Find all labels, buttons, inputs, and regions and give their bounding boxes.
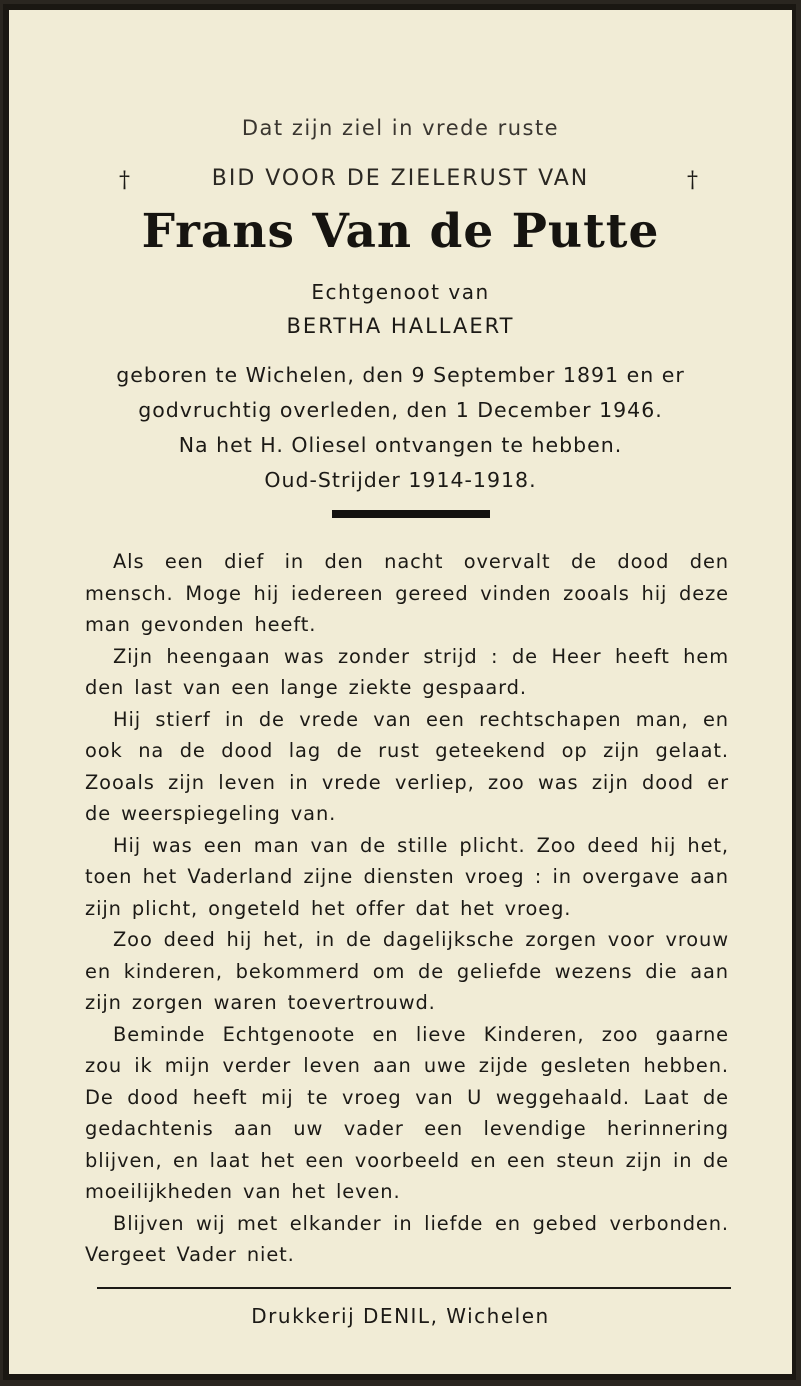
paragraph: Zijn heengaan was zonder strijd : de Heer heeft hem den last van een lange ziekte gespaard.: [85, 644, 729, 699]
paragraph: Als een dief in den nacht overvalt de dood den mensch. Moge hij iedereen gereed vinden zooals hij deze man gevonden heeft.: [85, 550, 729, 636]
divider-rule: [97, 1287, 731, 1289]
printer-credit: Drukkerij DENIL, Wichelen: [251, 1304, 550, 1328]
meditation-text: [85, 546, 729, 1271]
spouse-name: BERTHA HALLAERT: [286, 314, 515, 338]
info-line: godvruchtig overleden, den 1 December 1946.: [138, 398, 663, 422]
info-line: geboren te Wichelen, den 9 September 1891 en er: [116, 363, 685, 387]
prayer-line: Dat zijn ziel in vrede ruste: [241, 116, 560, 140]
paragraph: Hij was een man van de stille plicht. Zoo deed hij het, toen het Vaderland zijne diensten vroeg : in overgave aan zijn plicht, ongeteld het offer dat het vroeg.: [85, 833, 729, 920]
biographical-info: [9, 358, 792, 498]
cross-icon: †: [687, 168, 698, 193]
paragraph: Blijven wij met elkander in liefde en gebed verbonden. Vergeet Vader niet.: [85, 1211, 729, 1266]
paragraph: Beminde Echtgenoote en lieve Kinderen, zoo gaarne zou ik mijn verder leven aan uwe zijde gesleten hebben. De dood heeft mij te vroeg van U weggehaald. Laat de gedachtenis aan uw vader een levendige herinnering blijven, en laat het een voorbeeld en een steun zijn in de moeilijkheden van het leven.: [85, 1022, 729, 1203]
paragraph: Zoo deed hij het, in de dagelijksche zorgen voor vrouw en kinderen, bekommerd om de geliefde wezens die aan zijn zorgen waren toevertrouwd.: [85, 928, 729, 1014]
spouse-label: Echtgenoot van: [311, 280, 490, 304]
deceased-name: Frans Van de Putte: [141, 204, 660, 259]
pray-heading: BID VOOR DE ZIELERUST VAN: [211, 166, 590, 191]
memorial-card: [3, 4, 796, 1380]
paragraph: Hij stierf in de vrede van een rechtschapen man, en ook na de dood lag de rust geteekend op zijn gelaat. Zooals zijn leven in vrede verliep, zoo was zijn dood er de weerspiegeling van.: [85, 707, 729, 825]
info-line: Na het H. Oliesel ontvangen te hebben.: [178, 433, 623, 457]
cross-icon: †: [119, 168, 130, 193]
divider-bar: [332, 510, 490, 518]
info-line: Oud-Strijder 1914-1918.: [264, 468, 537, 492]
